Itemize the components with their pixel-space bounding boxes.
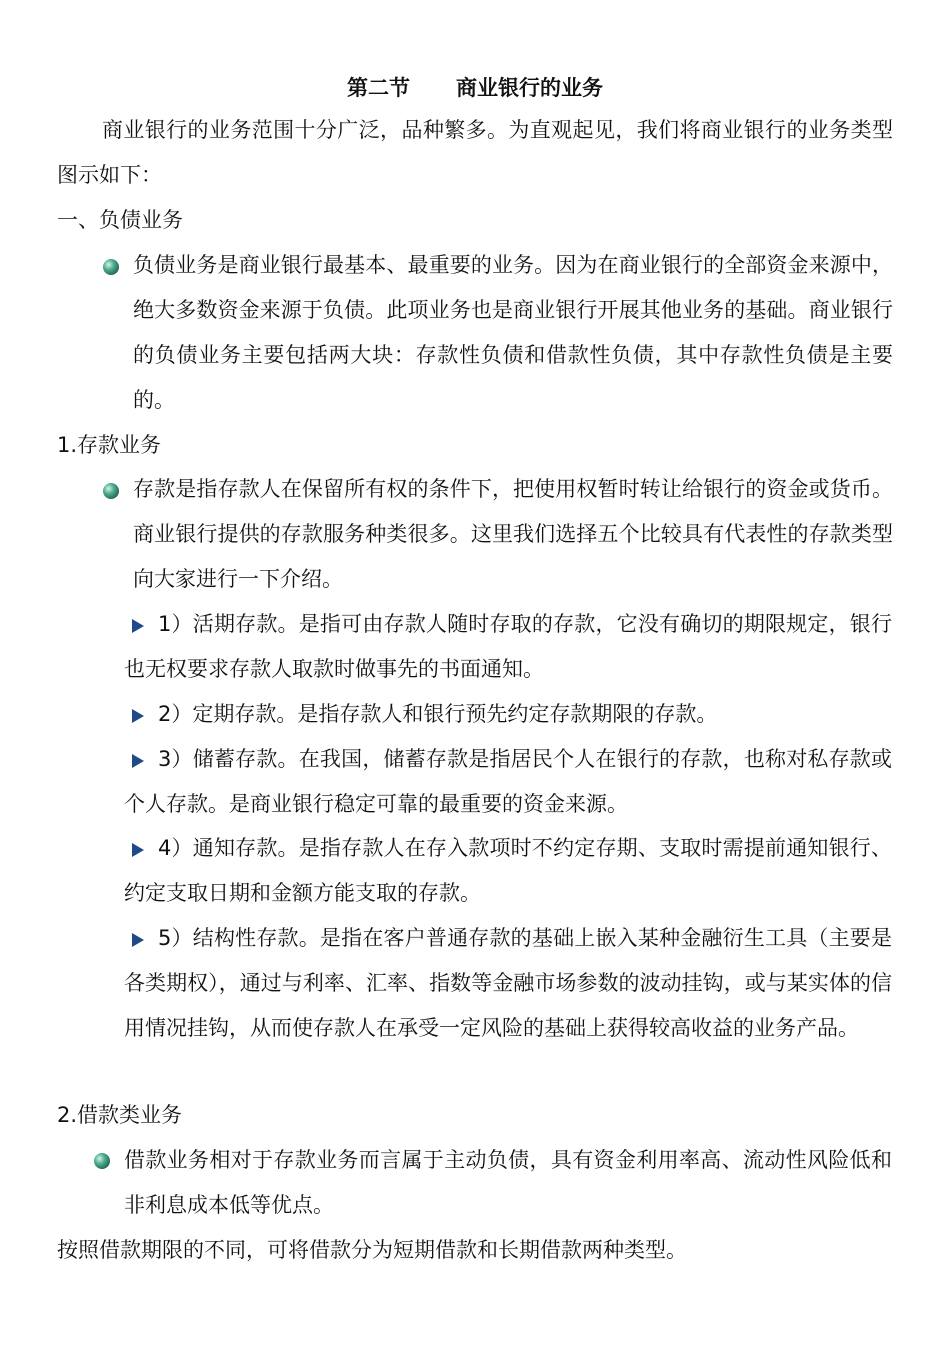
heading-deposit-business: 1.存款业务 — [57, 433, 162, 457]
page-title — [0, 72, 950, 104]
deposit-item-3: 3）储蓄存款。在我国，储蓄存款是指居民个人在银行的存款，也称对私存款或个人存款。是商业银行稳定可靠的最重要的资金来源。 — [124, 747, 892, 816]
deposit-item-1: 1）活期存款。是指可由存款人随时存取的存款，它没有确切的期限规定，银行也无权要求存款人取款时做事先的书面通知。 — [124, 612, 892, 681]
heading-liability-business: 一、负债业务 — [57, 208, 183, 232]
deposit-item-5: 5）结构性存款。是指在客户普通存款的基础上嵌入某种金融衍生工具（主要是各类期权），通过与利率、汇率、指数等金融市场参数的波动挂钩，或与某实体的信用情况挂钩，从而使存款人在承受一定风险的基础上获得较高收益的业务产品。 — [124, 926, 892, 1040]
deposit-item-4: 4）通知存款。是指存款人在存入款项时不约定存期、支取时需提前通知银行、约定支取日期和金额方能支取的存款。 — [124, 836, 892, 905]
borrowing-bullet-text: 借款业务相对于存款业务而言属于主动负债，具有资金利用率高、流动性风险低和非利息成本低等优点。 — [124, 1148, 892, 1217]
deposit-item-2: 2）定期存款。是指存款人和银行预先约定存款期限的存款。 — [158, 702, 718, 726]
bullet-ball-icon — [103, 259, 119, 275]
section-name: 商业银行的业务 — [456, 76, 603, 100]
heading-borrowing-business: 2.借款类业务 — [57, 1103, 183, 1127]
liability-bullet-text: 负债业务是商业银行最基本、最重要的业务。因为在商业银行的全部资金来源中，绝大多数资金来源于负债。此项业务也是商业银行开展其他业务的基础。商业银行的负债业务主要包括两大块：存款性负债和借款性负债，其中存款性负债是主要的。 — [133, 253, 893, 412]
deposit-bullet-text: 存款是指存款人在保留所有权的条件下，把使用权暂时转让给银行的资金或货币。商业银行提供的存款服务种类很多。这里我们选择五个比较具有代表性的存款类型向大家进行一下介绍。 — [133, 477, 893, 591]
bullet-ball-icon — [103, 483, 119, 499]
bullet-ball-icon — [94, 1153, 110, 1169]
section-number: 第二节 — [347, 76, 410, 100]
intro-paragraph: 商业银行的业务范围十分广泛，品种繁多。为直观起见，我们将商业银行的业务类型图示如下： — [57, 118, 893, 187]
closing-paragraph: 按照借款期限的不同，可将借款分为短期借款和长期借款两种类型。 — [57, 1238, 687, 1262]
